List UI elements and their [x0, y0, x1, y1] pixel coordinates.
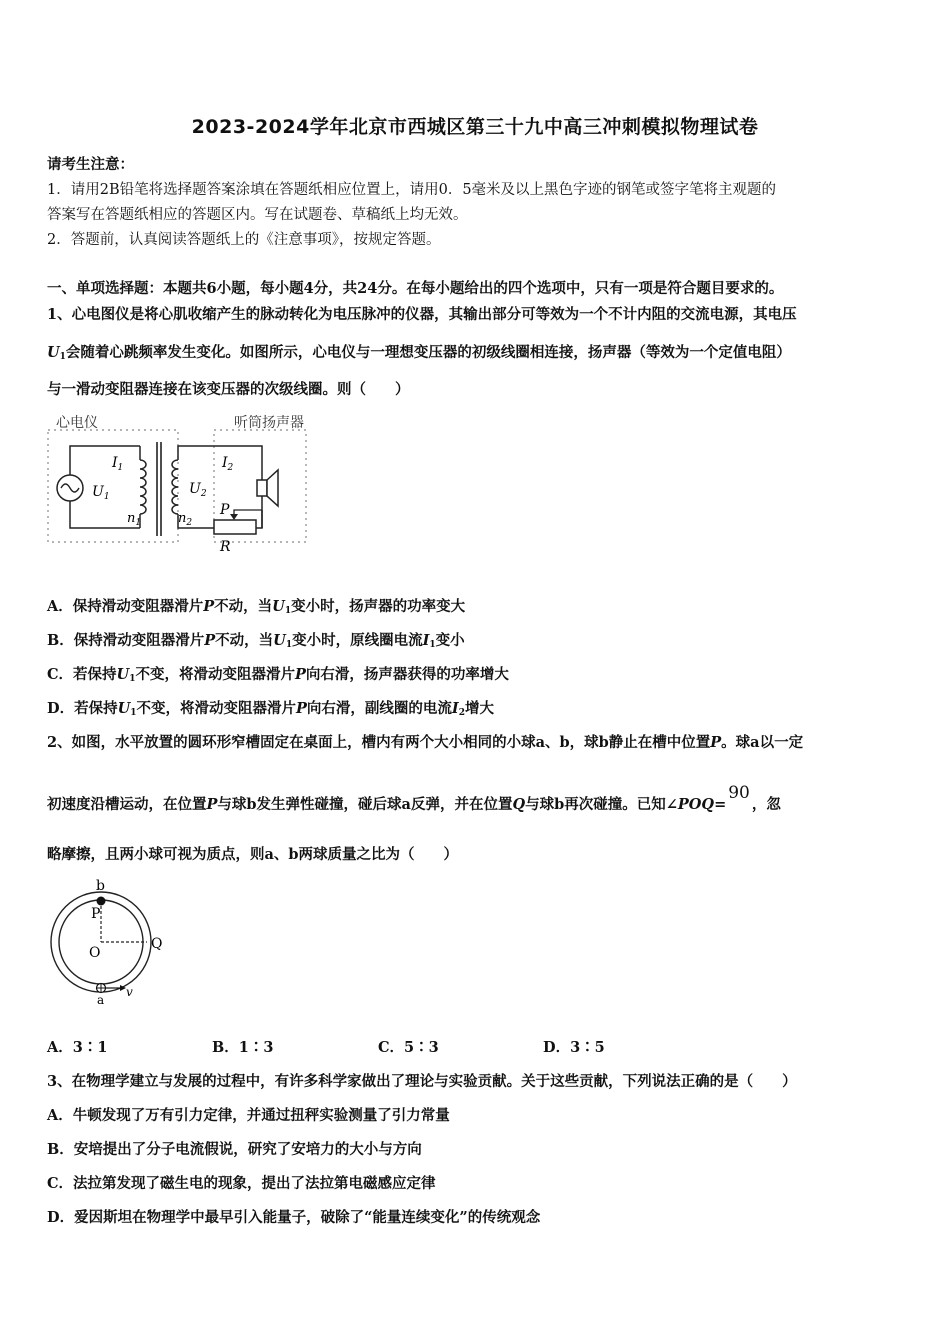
svg-text:I1: $I_1$ [112, 455, 124, 473]
svg-text:a: a [97, 993, 105, 1006]
q3-option-d[interactable]: D．爱因斯坦在物理学中最早引入能量子，破除了“能量连续变化”的传统观念 [47, 1209, 541, 1226]
q1-option-b[interactable]: B．保持滑动变阻器滑片P不动，当$U_1$变小时，原线圈电流$I_1$变小 [47, 632, 465, 650]
svg-text:U2: $U_2$ [189, 481, 207, 499]
section-heading: 一、单项选择题：本题共6小题，每小题4分，共24分。在每小题给出的四个选项中，只有一项是符合题目要求的。 [47, 280, 784, 297]
q1-option-d[interactable]: D．若保持$U_1$不变，将滑动变阻器滑片P向右滑，副线圈的电流$I_2$增大 [47, 700, 494, 718]
notice-line-1: 1．请用2B铅笔将选择题答案涂填在答题纸相应位置上，请用0．5毫米及以上黑色字迹的钢笔或签字笔将主观题的 [47, 182, 777, 198]
svg-text:v: v [126, 985, 133, 999]
svg-text:P: P [220, 502, 230, 518]
q2-option-d[interactable]: D．3∶5 [543, 1039, 605, 1056]
svg-text:b: b [96, 878, 105, 894]
svg-text:n1: $n_1$ [127, 511, 142, 528]
notice-line-3: 2．答题前，认真阅读答题纸上的《注意事项》，按规定答题。 [47, 232, 441, 248]
q1-option-a[interactable]: A．保持滑动变阻器滑片P不动，当$U_1$变小时，扬声器的功率变大 [47, 598, 466, 616]
angle-value: 90 [728, 783, 750, 803]
q2-option-a[interactable]: A．3∶1 [47, 1039, 108, 1056]
q2-stem-line-2: 初速度沿槽运动，在位置P与球b发生弹性碰撞，碰后球a反弹，并在位置Q与球b再次碰撞。已知∠POQ=90，忽 [47, 783, 781, 813]
svg-text:O: O [89, 945, 101, 961]
notice-heading: 请考生注意： [47, 156, 134, 173]
q1-stem-line-2: $U_1$会随着心跳频率发生变化。如图所示，心电仪与一理想变压器的初级线圈相连接，扬声器（等效为一个定值电阻） [47, 344, 791, 362]
q1-option-c[interactable]: C．若保持$U_1$不变，将滑动变阻器滑片P向右滑，扬声器获得的功率增大 [47, 666, 509, 684]
q3-stem: 3、在物理学建立与发展的过程中，有许多科学家做出了理论与实验贡献。关于这些贡献，下列说法正确的是（ ） [47, 1073, 797, 1090]
q1-stem-line-1: 1、心电图仪是将心肌收缩产生的脉动转化为电压脉冲的仪器，其输出部分可等效为一个不计内阻的交流电源，其电压 [47, 306, 797, 323]
q1-stem-line-3: 与一滑动变阻器连接在该变压器的次级线圈。则（ ） [47, 381, 410, 398]
q2-stem-line-1: 2、如图，水平放置的圆环形窄槽固定在桌面上，槽内有两个大小相同的小球a、b，球b静止在槽中位置P。球a以一定 [47, 734, 804, 751]
rheostat-icon [214, 520, 256, 534]
q3-option-c[interactable]: C．法拉第发现了磁生电的现象，提出了法拉第电磁感应定律 [47, 1175, 436, 1192]
svg-text:I2: $I_2$ [222, 455, 234, 473]
label-ecg: 心电仪 [56, 415, 98, 431]
q2-option-b[interactable]: B．1∶3 [212, 1039, 274, 1056]
svg-text:U1: $U_1$ [92, 484, 110, 502]
svg-text:Q: Q [151, 936, 163, 952]
ball-b-icon [97, 897, 106, 906]
q3-option-a[interactable]: A．牛顿发现了万有引力定律，并通过扭秤实验测量了引力常量 [47, 1107, 450, 1124]
q1-circuit-figure [44, 410, 324, 560]
page-title: 2023-2024学年北京市西城区第三十九中高三冲刺模拟物理试卷 [191, 116, 759, 138]
svg-text:R: R [220, 539, 231, 555]
label-speaker: 听筒扬声器 [234, 415, 304, 431]
notice-line-2: 答案写在答题纸相应的答题区内。写在试题卷、草稿纸上均无效。 [47, 207, 468, 223]
q2-stem-line-3: 略摩擦，且两小球可视为质点，则a、b两球质量之比为（ ） [47, 846, 459, 863]
q3-option-b[interactable]: B．安培提出了分子电流假说，研究了安培力的大小与方向 [47, 1141, 422, 1158]
q2-option-c[interactable]: C．5∶3 [378, 1039, 439, 1056]
primary-coil-icon [140, 460, 146, 514]
svg-text:P: P [91, 906, 101, 922]
secondary-coil-icon [172, 460, 178, 514]
svg-text:n2: $n_2$ [178, 511, 193, 528]
speaker-icon [257, 480, 267, 496]
q2-ring-figure [46, 876, 176, 1006]
